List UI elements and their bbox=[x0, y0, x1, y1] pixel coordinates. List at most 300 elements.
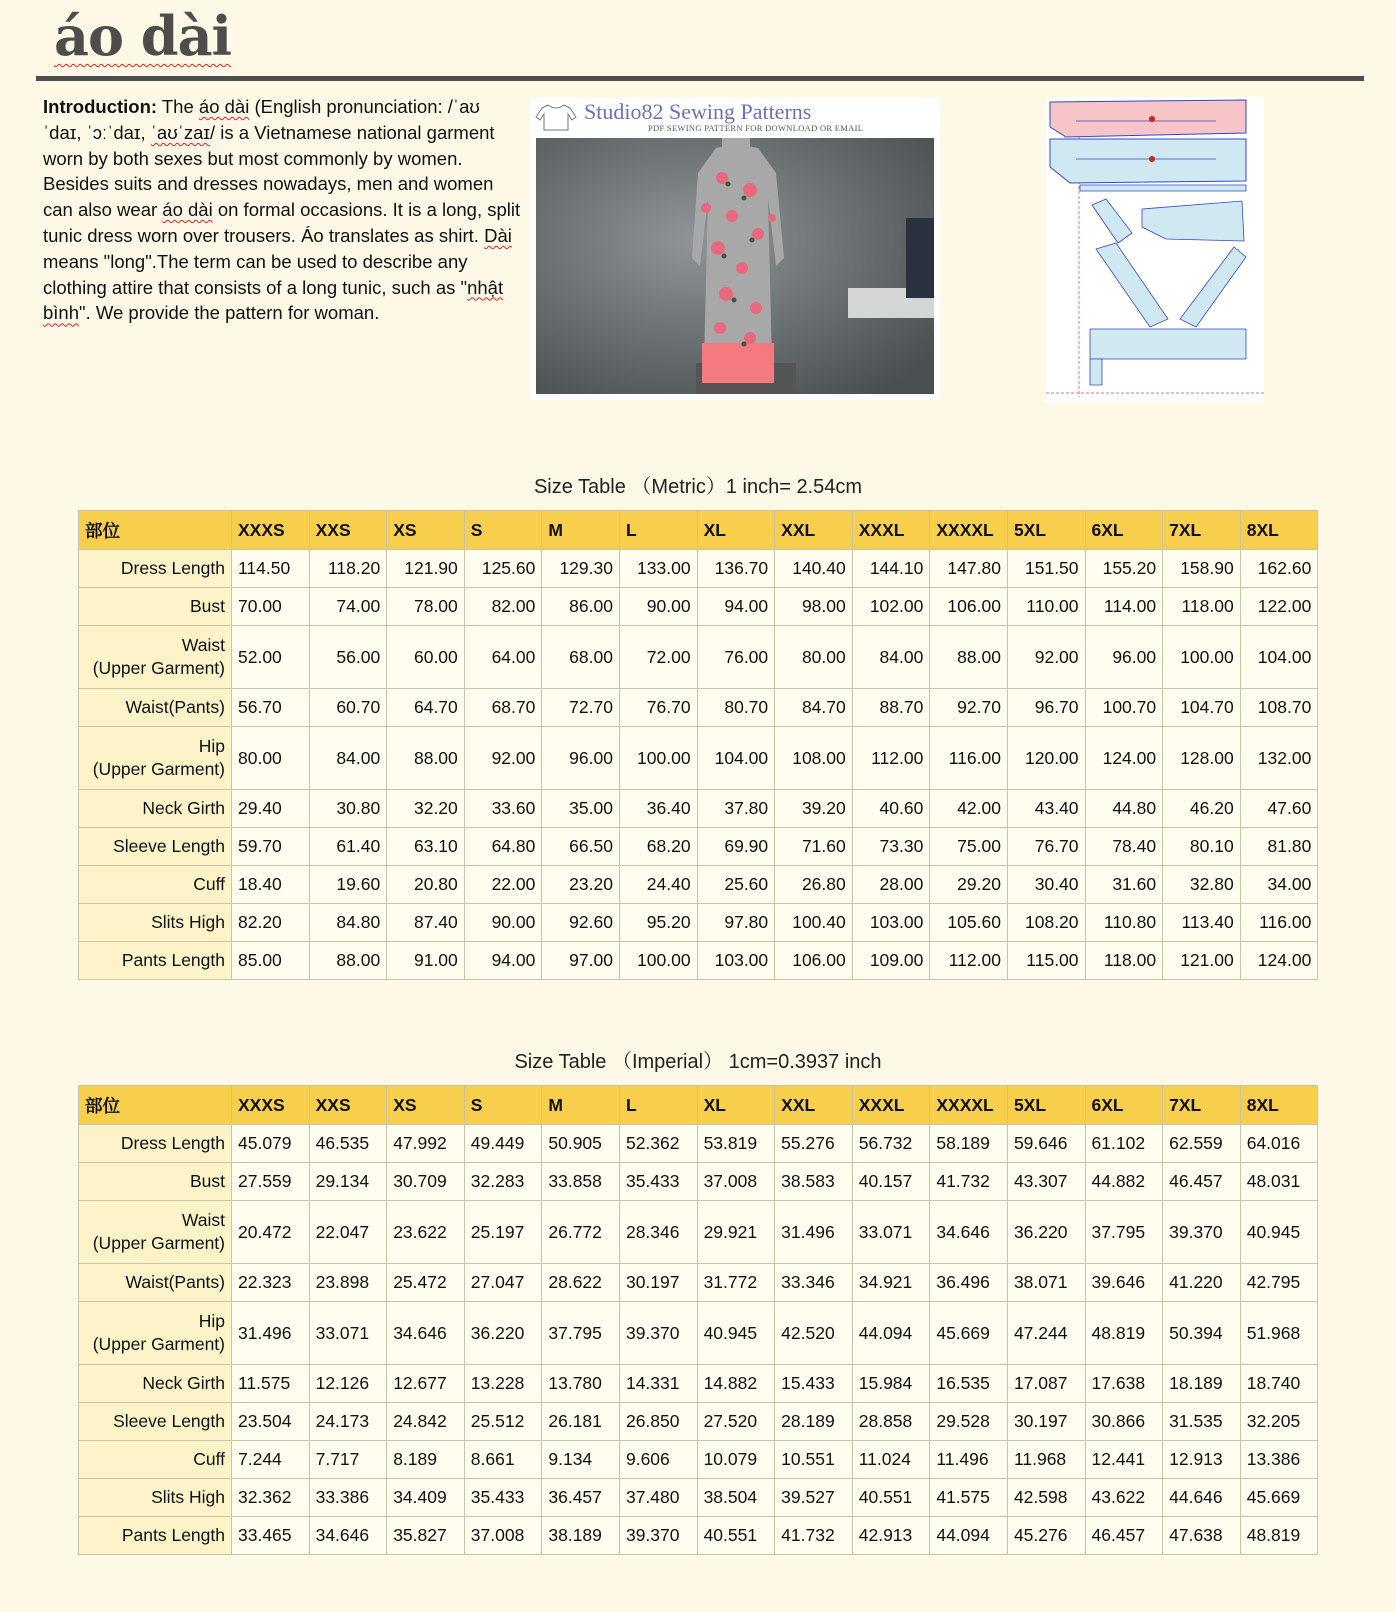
intro-text-3: / is a Vietnamese national garment worn by both sexes but most commonly by women. Besides suits and dresses nowadays, men and women can also wear bbox=[43, 121, 495, 221]
table-cell: 29.134 bbox=[309, 1163, 387, 1201]
table-cell: 78.00 bbox=[387, 588, 465, 626]
table-cell: 27.520 bbox=[697, 1403, 775, 1441]
table-cell: 8.661 bbox=[464, 1441, 542, 1479]
table-row bbox=[79, 1517, 1318, 1555]
table-cell: 132.00 bbox=[1240, 727, 1318, 790]
row-label-line: Waist(Pants) bbox=[125, 697, 225, 717]
table-cell: 158.90 bbox=[1163, 550, 1241, 588]
table-row bbox=[79, 866, 1318, 904]
table-cell: 47.244 bbox=[1007, 1302, 1085, 1365]
table-cell: 23.20 bbox=[542, 866, 620, 904]
table-cell: 47.992 bbox=[387, 1125, 465, 1163]
table-cell: 81.80 bbox=[1240, 828, 1318, 866]
table-row bbox=[79, 1365, 1318, 1403]
table-cell: 32.362 bbox=[232, 1479, 310, 1517]
table-cell: 100.00 bbox=[1163, 626, 1241, 689]
table-cell: 76.00 bbox=[697, 626, 775, 689]
table-cell: 60.70 bbox=[309, 689, 387, 727]
row-label bbox=[79, 1163, 232, 1201]
table-cell: 31.496 bbox=[232, 1302, 310, 1365]
table-cell: 36.220 bbox=[1007, 1201, 1085, 1264]
row-label bbox=[79, 866, 232, 904]
row-label bbox=[79, 1264, 232, 1302]
table-cell: 91.00 bbox=[387, 942, 465, 980]
table-cell: 76.70 bbox=[1007, 828, 1085, 866]
table-cell: 26.181 bbox=[542, 1403, 620, 1441]
table-cell: 53.819 bbox=[697, 1125, 775, 1163]
row-label-line: Waist(Pants) bbox=[125, 1272, 225, 1292]
table-cell: 129.30 bbox=[542, 550, 620, 588]
table-cell: 114.50 bbox=[232, 550, 310, 588]
brand-name: Studio82 Sewing Patterns bbox=[584, 99, 812, 124]
table-cell: 7.244 bbox=[232, 1441, 310, 1479]
table-cell: 78.40 bbox=[1085, 828, 1163, 866]
table-cell: 31.496 bbox=[775, 1201, 853, 1264]
row-label-line: Sleeve Length bbox=[113, 1411, 225, 1431]
table-cell: 68.00 bbox=[542, 626, 620, 689]
pattern-layout-image bbox=[1046, 97, 1264, 402]
row-label-line: Pants Length bbox=[121, 950, 225, 970]
table-cell: 100.00 bbox=[619, 942, 697, 980]
row-label bbox=[79, 1517, 232, 1555]
table-cell: 155.20 bbox=[1085, 550, 1163, 588]
table-cell: 32.205 bbox=[1240, 1403, 1318, 1441]
table-cell: 56.00 bbox=[309, 626, 387, 689]
table-cell: 118.00 bbox=[1085, 942, 1163, 980]
table-cell: 104.00 bbox=[697, 727, 775, 790]
table-cell: 29.921 bbox=[697, 1201, 775, 1264]
table-cell: 40.551 bbox=[852, 1479, 930, 1517]
table-cell: 64.016 bbox=[1240, 1125, 1318, 1163]
header-size: 7XL bbox=[1163, 1086, 1241, 1125]
table-cell: 18.740 bbox=[1240, 1365, 1318, 1403]
table-cell: 15.984 bbox=[852, 1365, 930, 1403]
table-cell: 32.283 bbox=[464, 1163, 542, 1201]
table-row bbox=[79, 1302, 1318, 1365]
table-cell: 97.00 bbox=[542, 942, 620, 980]
imperial-table-body bbox=[79, 1125, 1318, 1555]
header-size: S bbox=[464, 511, 542, 550]
table-cell: 27.047 bbox=[464, 1264, 542, 1302]
row-label bbox=[79, 1302, 232, 1365]
table-cell: 59.646 bbox=[1007, 1125, 1085, 1163]
table-cell: 30.40 bbox=[1007, 866, 1085, 904]
table-cell: 37.80 bbox=[697, 790, 775, 828]
table-cell: 10.079 bbox=[697, 1441, 775, 1479]
table-cell: 39.646 bbox=[1085, 1264, 1163, 1302]
table-cell: 37.480 bbox=[619, 1479, 697, 1517]
table-cell: 22.00 bbox=[464, 866, 542, 904]
table-cell: 96.70 bbox=[1007, 689, 1085, 727]
row-label-line: Slits High bbox=[151, 912, 225, 932]
table-cell: 33.858 bbox=[542, 1163, 620, 1201]
table-cell: 35.433 bbox=[619, 1163, 697, 1201]
table-cell: 25.60 bbox=[697, 866, 775, 904]
table-cell: 96.00 bbox=[1085, 626, 1163, 689]
table-cell: 80.00 bbox=[232, 727, 310, 790]
table-row bbox=[79, 727, 1318, 790]
intro-term-pronunciation: ˈaʊˈzaɪ bbox=[150, 121, 211, 143]
table-cell: 104.70 bbox=[1163, 689, 1241, 727]
table-cell: 33.60 bbox=[464, 790, 542, 828]
table-cell: 108.70 bbox=[1240, 689, 1318, 727]
table-cell: 24.842 bbox=[387, 1403, 465, 1441]
table-cell: 36.496 bbox=[930, 1264, 1008, 1302]
table-cell: 88.00 bbox=[387, 727, 465, 790]
table-cell: 37.008 bbox=[697, 1163, 775, 1201]
table-cell: 70.00 bbox=[232, 588, 310, 626]
table-cell: 103.00 bbox=[852, 904, 930, 942]
table-cell: 151.50 bbox=[1007, 550, 1085, 588]
table-cell: 82.20 bbox=[232, 904, 310, 942]
table-cell: 94.00 bbox=[697, 588, 775, 626]
row-label bbox=[79, 1479, 232, 1517]
intro-term-nhat-binh: nhật bình bbox=[43, 276, 504, 324]
table-cell: 25.512 bbox=[464, 1403, 542, 1441]
table-row bbox=[79, 1264, 1318, 1302]
table-row bbox=[79, 1479, 1318, 1517]
table-cell: 42.795 bbox=[1240, 1264, 1318, 1302]
table-cell: 44.094 bbox=[930, 1517, 1008, 1555]
table-cell: 66.50 bbox=[542, 828, 620, 866]
table-cell: 7.717 bbox=[309, 1441, 387, 1479]
table-row bbox=[79, 942, 1318, 980]
table-cell: 74.00 bbox=[309, 588, 387, 626]
table-cell: 32.20 bbox=[387, 790, 465, 828]
table-cell: 49.449 bbox=[464, 1125, 542, 1163]
table-cell: 46.535 bbox=[309, 1125, 387, 1163]
header-size: XXXXL bbox=[930, 1086, 1008, 1125]
table-cell: 140.40 bbox=[775, 550, 853, 588]
table-cell: 17.638 bbox=[1085, 1365, 1163, 1403]
header-size: L bbox=[619, 511, 697, 550]
table-cell: 39.527 bbox=[775, 1479, 853, 1517]
header-size: XS bbox=[387, 1086, 465, 1125]
table-cell: 25.472 bbox=[387, 1264, 465, 1302]
table-cell: 44.646 bbox=[1163, 1479, 1241, 1517]
table-cell: 25.197 bbox=[464, 1201, 542, 1264]
table-cell: 38.071 bbox=[1007, 1264, 1085, 1302]
table-cell: 68.20 bbox=[619, 828, 697, 866]
table-cell: 26.80 bbox=[775, 866, 853, 904]
table-cell: 122.00 bbox=[1240, 588, 1318, 626]
header-size: M bbox=[542, 1086, 620, 1125]
header-size: XXXS bbox=[232, 1086, 310, 1125]
table-cell: 92.70 bbox=[930, 689, 1008, 727]
table-cell: 121.90 bbox=[387, 550, 465, 588]
table-cell: 19.60 bbox=[309, 866, 387, 904]
ao-dai-model-image bbox=[536, 138, 934, 394]
table-cell: 43.307 bbox=[1007, 1163, 1085, 1201]
table-cell: 33.071 bbox=[852, 1201, 930, 1264]
table-cell: 37.795 bbox=[542, 1302, 620, 1365]
table-cell: 84.70 bbox=[775, 689, 853, 727]
table-cell: 39.370 bbox=[1163, 1201, 1241, 1264]
header-size: 6XL bbox=[1085, 1086, 1163, 1125]
table-cell: 44.882 bbox=[1085, 1163, 1163, 1201]
table-cell: 106.00 bbox=[930, 588, 1008, 626]
table-cell: 30.80 bbox=[309, 790, 387, 828]
intro-text-6: ". We provide the pattern for woman. bbox=[79, 302, 380, 324]
table-cell: 95.20 bbox=[619, 904, 697, 942]
row-label bbox=[79, 1201, 232, 1264]
table-row bbox=[79, 1163, 1318, 1201]
table-cell: 13.780 bbox=[542, 1365, 620, 1403]
table-cell: 31.535 bbox=[1163, 1403, 1241, 1441]
table-cell: 35.433 bbox=[464, 1479, 542, 1517]
imperial-size-table bbox=[78, 1085, 1318, 1555]
table-cell: 110.80 bbox=[1085, 904, 1163, 942]
row-label-line: Sleeve Length bbox=[113, 836, 225, 856]
table-cell: 105.60 bbox=[930, 904, 1008, 942]
table-cell: 112.00 bbox=[852, 727, 930, 790]
table-cell: 40.945 bbox=[697, 1302, 775, 1365]
table-cell: 34.646 bbox=[309, 1517, 387, 1555]
header-part-label: 部位 bbox=[79, 511, 232, 550]
table-cell: 84.80 bbox=[309, 904, 387, 942]
shirt-logo-icon bbox=[534, 102, 578, 132]
table-cell: 52.00 bbox=[232, 626, 310, 689]
title-divider bbox=[36, 76, 1364, 81]
table-cell: 75.00 bbox=[930, 828, 1008, 866]
table-cell: 115.00 bbox=[1007, 942, 1085, 980]
header-size: S bbox=[464, 1086, 542, 1125]
table-cell: 22.047 bbox=[309, 1201, 387, 1264]
table-cell: 88.00 bbox=[930, 626, 1008, 689]
table-cell: 34.921 bbox=[852, 1264, 930, 1302]
table-cell: 9.134 bbox=[542, 1441, 620, 1479]
table-cell: 44.094 bbox=[852, 1302, 930, 1365]
table-cell: 162.60 bbox=[1240, 550, 1318, 588]
table-row bbox=[79, 904, 1318, 942]
table-cell: 34.646 bbox=[387, 1302, 465, 1365]
header-size: XS bbox=[387, 511, 465, 550]
table-cell: 20.80 bbox=[387, 866, 465, 904]
header-part-label: 部位 bbox=[79, 1086, 232, 1125]
row-label-line: Hip bbox=[198, 1311, 225, 1331]
table-cell: 147.80 bbox=[930, 550, 1008, 588]
table-cell: 100.70 bbox=[1085, 689, 1163, 727]
table-cell: 46.457 bbox=[1163, 1163, 1241, 1201]
brand-subtitle: PDF SEWING PATTERN FOR DOWNLOAD OR EMAIL bbox=[648, 123, 864, 133]
row-label-line: (Upper Garment) bbox=[92, 658, 225, 678]
table-cell: 24.40 bbox=[619, 866, 697, 904]
pattern-pieces-diagram bbox=[1046, 97, 1264, 402]
row-label bbox=[79, 727, 232, 790]
table-cell: 55.276 bbox=[775, 1125, 853, 1163]
table-cell: 102.00 bbox=[852, 588, 930, 626]
photo-header bbox=[530, 98, 940, 136]
row-label-line: Cuff bbox=[193, 1449, 225, 1469]
row-label bbox=[79, 942, 232, 980]
row-label-line: Waist bbox=[181, 635, 225, 655]
table-cell: 35.00 bbox=[542, 790, 620, 828]
table-cell: 82.00 bbox=[464, 588, 542, 626]
metric-table-body bbox=[79, 550, 1318, 980]
table-cell: 30.197 bbox=[619, 1264, 697, 1302]
table-cell: 41.220 bbox=[1163, 1264, 1241, 1302]
table-cell: 13.386 bbox=[1240, 1441, 1318, 1479]
table-cell: 47.60 bbox=[1240, 790, 1318, 828]
table-cell: 76.70 bbox=[619, 689, 697, 727]
table-cell: 11.575 bbox=[232, 1365, 310, 1403]
intro-paragraph bbox=[43, 94, 521, 326]
table-cell: 12.126 bbox=[309, 1365, 387, 1403]
table-cell: 14.882 bbox=[697, 1365, 775, 1403]
table-cell: 39.370 bbox=[619, 1302, 697, 1365]
table-cell: 104.00 bbox=[1240, 626, 1318, 689]
table-cell: 118.00 bbox=[1163, 588, 1241, 626]
metric-size-table bbox=[78, 510, 1318, 980]
table-cell: 40.945 bbox=[1240, 1201, 1318, 1264]
table-cell: 20.472 bbox=[232, 1201, 310, 1264]
table-cell: 51.968 bbox=[1240, 1302, 1318, 1365]
table-cell: 39.20 bbox=[775, 790, 853, 828]
table-cell: 61.40 bbox=[309, 828, 387, 866]
imperial-table-caption: Size Table （Imperial） 1cm=0.3937 inch bbox=[514, 1051, 882, 1073]
row-label-line: Neck Girth bbox=[142, 1373, 225, 1393]
table-cell: 133.00 bbox=[619, 550, 697, 588]
table-cell: 100.00 bbox=[619, 727, 697, 790]
table-cell: 18.40 bbox=[232, 866, 310, 904]
table-cell: 38.504 bbox=[697, 1479, 775, 1517]
header-size: XXXL bbox=[852, 1086, 930, 1125]
table-cell: 58.189 bbox=[930, 1125, 1008, 1163]
table-cell: 33.346 bbox=[775, 1264, 853, 1302]
table-cell: 80.10 bbox=[1163, 828, 1241, 866]
table-cell: 34.00 bbox=[1240, 866, 1318, 904]
row-label-line: Pants Length bbox=[121, 1525, 225, 1545]
table-cell: 23.504 bbox=[232, 1403, 310, 1441]
row-label-line: Slits High bbox=[151, 1487, 225, 1507]
table-cell: 64.00 bbox=[464, 626, 542, 689]
table-cell: 38.583 bbox=[775, 1163, 853, 1201]
metric-table-caption: Size Table （Metric）1 inch= 2.54cm bbox=[533, 476, 863, 498]
table-cell: 33.071 bbox=[309, 1302, 387, 1365]
table-cell: 30.709 bbox=[387, 1163, 465, 1201]
header-size: XXXL bbox=[852, 511, 930, 550]
table-cell: 34.409 bbox=[387, 1479, 465, 1517]
table-cell: 110.00 bbox=[1007, 588, 1085, 626]
table-cell: 41.732 bbox=[775, 1517, 853, 1555]
table-cell: 41.575 bbox=[930, 1479, 1008, 1517]
header-size: L bbox=[619, 1086, 697, 1125]
intro-label: Introduction: bbox=[43, 96, 158, 117]
table-cell: 88.00 bbox=[309, 942, 387, 980]
header-size: 6XL bbox=[1085, 511, 1163, 550]
table-cell: 94.00 bbox=[464, 942, 542, 980]
table-cell: 23.898 bbox=[309, 1264, 387, 1302]
table-row bbox=[79, 550, 1318, 588]
table-cell: 29.40 bbox=[232, 790, 310, 828]
table-cell: 45.669 bbox=[930, 1302, 1008, 1365]
table-cell: 16.535 bbox=[930, 1365, 1008, 1403]
table-cell: 84.00 bbox=[309, 727, 387, 790]
table-cell: 36.457 bbox=[542, 1479, 620, 1517]
table-cell: 72.70 bbox=[542, 689, 620, 727]
table-cell: 108.20 bbox=[1007, 904, 1085, 942]
row-label bbox=[79, 1403, 232, 1441]
table-cell: 40.157 bbox=[852, 1163, 930, 1201]
row-label-line: Neck Girth bbox=[142, 798, 225, 818]
table-cell: 17.087 bbox=[1007, 1365, 1085, 1403]
table-cell: 37.795 bbox=[1085, 1201, 1163, 1264]
table-cell: 69.90 bbox=[697, 828, 775, 866]
table-cell: 98.00 bbox=[775, 588, 853, 626]
table-cell: 24.173 bbox=[309, 1403, 387, 1441]
row-label-line: (Upper Garment) bbox=[92, 759, 225, 779]
table-cell: 39.370 bbox=[619, 1517, 697, 1555]
table-cell: 42.913 bbox=[852, 1517, 930, 1555]
row-label-line: Waist bbox=[181, 1210, 225, 1230]
table-cell: 52.362 bbox=[619, 1125, 697, 1163]
row-label-line: Bust bbox=[189, 596, 225, 616]
table-cell: 43.622 bbox=[1085, 1479, 1163, 1517]
table-cell: 9.606 bbox=[619, 1441, 697, 1479]
table-cell: 45.276 bbox=[1007, 1517, 1085, 1555]
table-row bbox=[79, 1441, 1318, 1479]
table-cell: 40.60 bbox=[852, 790, 930, 828]
table-cell: 42.598 bbox=[1007, 1479, 1085, 1517]
row-label-line: (Upper Garment) bbox=[92, 1334, 225, 1354]
table-cell: 92.60 bbox=[542, 904, 620, 942]
table-cell: 71.60 bbox=[775, 828, 853, 866]
table-cell: 35.827 bbox=[387, 1517, 465, 1555]
table-cell: 124.00 bbox=[1240, 942, 1318, 980]
table-cell: 50.394 bbox=[1163, 1302, 1241, 1365]
table-cell: 23.622 bbox=[387, 1201, 465, 1264]
table-cell: 33.465 bbox=[232, 1517, 310, 1555]
table-cell: 45.669 bbox=[1240, 1479, 1318, 1517]
table-cell: 56.70 bbox=[232, 689, 310, 727]
table-cell: 22.323 bbox=[232, 1264, 310, 1302]
metric-header-row bbox=[79, 511, 1318, 550]
intro-term-dai: Dài bbox=[484, 224, 512, 246]
table-cell: 30.197 bbox=[1007, 1403, 1085, 1441]
table-cell: 124.00 bbox=[1085, 727, 1163, 790]
table-cell: 11.024 bbox=[852, 1441, 930, 1479]
table-cell: 11.968 bbox=[1007, 1441, 1085, 1479]
table-cell: 47.638 bbox=[1163, 1517, 1241, 1555]
intro-term-ao-dai: áo dài bbox=[198, 96, 250, 117]
table-cell: 86.00 bbox=[542, 588, 620, 626]
table-cell: 97.80 bbox=[697, 904, 775, 942]
row-label-line: Hip bbox=[198, 736, 225, 756]
table-cell: 64.70 bbox=[387, 689, 465, 727]
table-cell: 44.80 bbox=[1085, 790, 1163, 828]
table-cell: 28.189 bbox=[775, 1403, 853, 1441]
table-cell: 68.70 bbox=[464, 689, 542, 727]
table-row bbox=[79, 689, 1318, 727]
table-cell: 36.40 bbox=[619, 790, 697, 828]
table-cell: 118.20 bbox=[309, 550, 387, 588]
header-size: 8XL bbox=[1240, 1086, 1318, 1125]
table-row bbox=[79, 626, 1318, 689]
table-cell: 109.00 bbox=[852, 942, 930, 980]
table-cell: 62.559 bbox=[1163, 1125, 1241, 1163]
header-size: XXXS bbox=[232, 511, 310, 550]
table-cell: 85.00 bbox=[232, 942, 310, 980]
table-cell: 48.819 bbox=[1085, 1302, 1163, 1365]
intro-text-4: on formal occasions. It is a long, split tunic dress worn over trousers. Áo translates as shirt. bbox=[43, 199, 521, 246]
table-cell: 31.772 bbox=[697, 1264, 775, 1302]
row-label bbox=[79, 1365, 232, 1403]
table-cell: 56.732 bbox=[852, 1125, 930, 1163]
table-cell: 12.441 bbox=[1085, 1441, 1163, 1479]
header-size: 8XL bbox=[1240, 511, 1318, 550]
table-cell: 12.913 bbox=[1163, 1441, 1241, 1479]
table-cell: 13.228 bbox=[464, 1365, 542, 1403]
